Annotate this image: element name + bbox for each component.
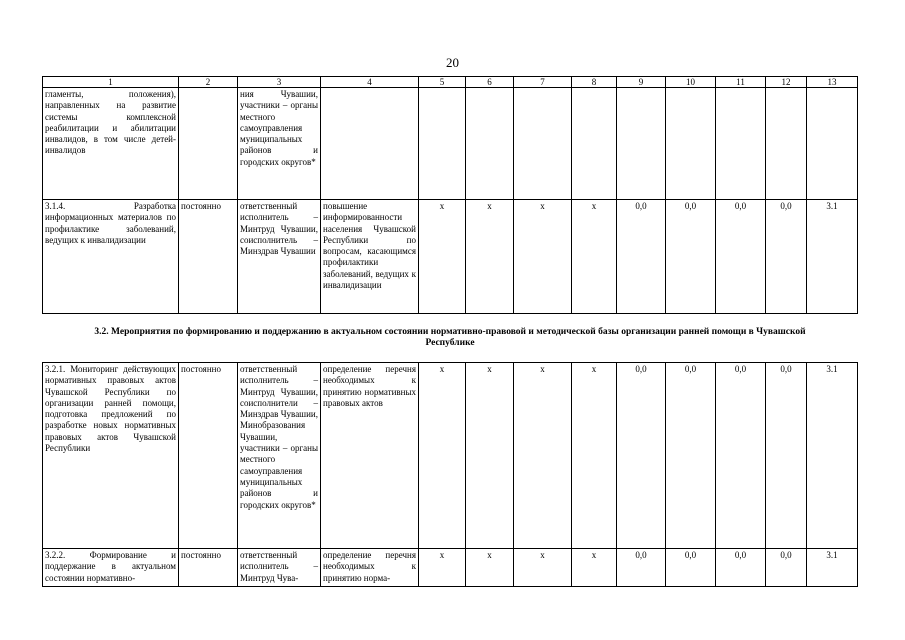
column-number: 6 (466, 77, 514, 88)
value-cell: 3.1 (807, 200, 858, 314)
value-cell: x (466, 549, 514, 587)
value-cell (666, 88, 716, 200)
value-cell: 0,0 (716, 200, 766, 314)
value-cell: 0,0 (766, 200, 807, 314)
value-cell: 3.1 (807, 363, 858, 549)
column-number-row (43, 77, 858, 88)
table-row-3-2-2 (43, 549, 858, 587)
column-number: 9 (617, 77, 666, 88)
value-cell: 3.1 (807, 549, 858, 587)
column-number: 13 (807, 77, 858, 88)
value-cell: 0,0 (716, 549, 766, 587)
value-cell: 0,0 (766, 549, 807, 587)
value-cell: 0,0 (617, 200, 666, 314)
value-cell: x (466, 200, 514, 314)
column-number: 2 (179, 77, 238, 88)
value-cell: x (466, 363, 514, 549)
result-cell: определение перечня необходимых к принятию нормативных правовых актов (321, 363, 419, 549)
value-cell: x (419, 363, 466, 549)
value-cell: x (514, 363, 572, 549)
section-title: 3.2. Мероприятия по формированию и поддержанию в актуальном состоянии нормативно-правовой и методической базы организации ранней помощи в Чувашской Республике (94, 327, 806, 348)
value-cell: 0,0 (666, 549, 716, 587)
value-cell: x (514, 200, 572, 314)
value-cell: x (514, 549, 572, 587)
table-row-continued (43, 88, 858, 200)
result-cell (321, 88, 419, 200)
section-title-cell (43, 314, 858, 363)
table-row-3-1-4 (43, 200, 858, 314)
value-cell: x (419, 200, 466, 314)
value-cell (617, 88, 666, 200)
executor-cell: ответственный исполнитель – Минтруд Чува- (238, 549, 321, 587)
value-cell: 0,0 (617, 549, 666, 587)
value-cell: x (572, 549, 617, 587)
executor-cell: ответственный исполнитель – Минтруд Чувашии, соисполнитель – Минздрав Чувашии (238, 200, 321, 314)
measure-name-cell: 3.2.1. Мониторинг действующих нормативных правовых актов Чувашской Республики по организации ранней помощи, подготовка предложений по разработке новых нормативных правовых актов Чувашской Республики (43, 363, 179, 549)
measures-table (42, 76, 858, 587)
measure-name-cell: 3.1.4. Разработка информационных материалов по профилактике заболеваний, ведущих к инвалидизации (43, 200, 179, 314)
value-cell: 0,0 (766, 363, 807, 549)
value-cell (572, 88, 617, 200)
column-number: 7 (514, 77, 572, 88)
term-cell: постоянно (179, 549, 238, 587)
column-number: 10 (666, 77, 716, 88)
value-cell: 0,0 (666, 200, 716, 314)
value-cell (716, 88, 766, 200)
executor-cell: ответственный исполнитель – Минтруд Чувашии, соисполнители – Минздрав Чувашии, Минобразования Чувашии, участники – органы местного самоуправления муниципальных районов и городских округов* (238, 363, 321, 549)
column-number: 5 (419, 77, 466, 88)
value-cell (807, 88, 858, 200)
value-cell: x (572, 363, 617, 549)
term-cell: постоянно (179, 363, 238, 549)
column-number: 12 (766, 77, 807, 88)
result-cell: повышение информированности населения Чувашской Республики по вопросам, касающимся профилактики заболеваний, ведущих к инвалидизации (321, 200, 419, 314)
column-number: 11 (716, 77, 766, 88)
column-number: 8 (572, 77, 617, 88)
value-cell (766, 88, 807, 200)
value-cell (466, 88, 514, 200)
column-number: 4 (321, 77, 419, 88)
value-cell (514, 88, 572, 200)
column-number: 1 (43, 77, 179, 88)
column-number: 3 (238, 77, 321, 88)
value-cell: 0,0 (666, 363, 716, 549)
executor-cell: ния Чувашии, участники – органы местного самоуправления муниципальных районов и городских округов* (238, 88, 321, 200)
value-cell: 0,0 (716, 363, 766, 549)
table-row-3-2-1 (43, 363, 858, 549)
term-cell (179, 88, 238, 200)
measure-name-cell: 3.2.2. Формирование и поддержание в актуальном состоянии нормативно- (43, 549, 179, 587)
measure-name-cell: гламенты, положения), направленных на развитие системы комплексной реабилитации и абилитации инвалидов, в том числе детей-инвалидов (43, 88, 179, 200)
value-cell: x (572, 200, 617, 314)
term-cell: постоянно (179, 200, 238, 314)
value-cell: 0,0 (617, 363, 666, 549)
value-cell (419, 88, 466, 200)
page-number: 20 (446, 55, 459, 70)
section-row-3-2 (43, 314, 858, 363)
result-cell: определение перечня необходимых к принятию норма- (321, 549, 419, 587)
value-cell: x (419, 549, 466, 587)
